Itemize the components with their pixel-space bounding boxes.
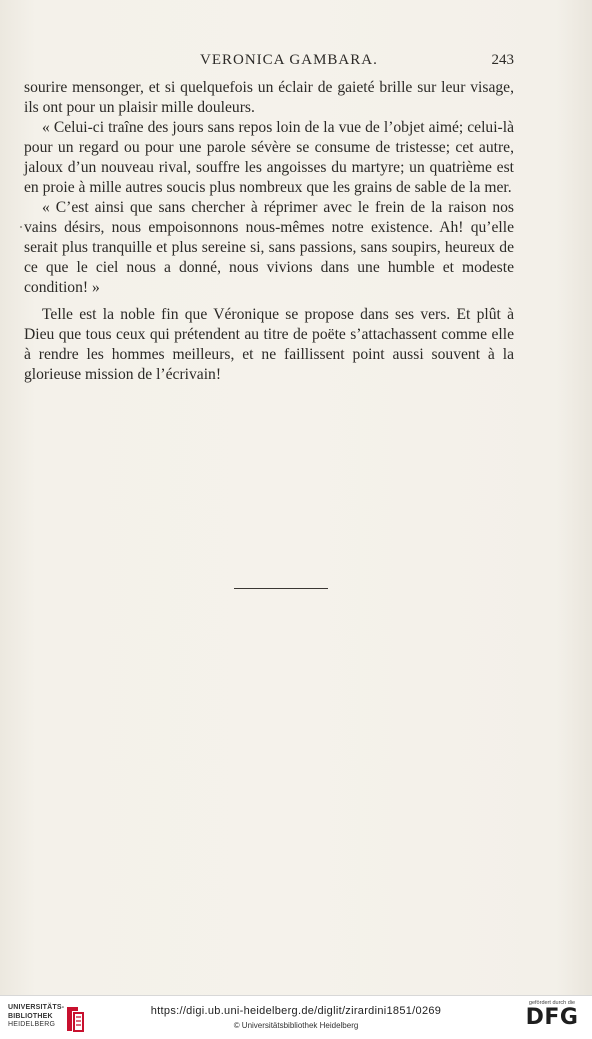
body-text — [24, 78, 514, 385]
library-name: UNIVERSITÄTS- BIBLIOTHEK HEIDELBERG — [8, 1004, 65, 1028]
permalink-url[interactable]: https://digi.ub.uni-heidelberg.de/diglit/zirardini1851/0269 — [150, 1005, 442, 1017]
library-emblem-icon — [64, 1004, 86, 1034]
paragraph-quote-1: « Celui-ci traîne des jours sans repos loin de la vue de l’objet aimé; celui-là pour un regard ou pour une parole sévère se consume de tristesse; cet autre, jaloux d’un nouveau rival, souffre les angoisses du martyre; un quatrième est en proie à mille autres soucis plus nombreux que les grains de sable de la mer. — [24, 119, 514, 196]
dfg-logo-icon: DFG — [525, 1005, 579, 1030]
paragraph-commentary: Telle est la noble fin que Véronique se propose dans ses vers. Et plût à Dieu que tous ceux qui prétendent au titre de poëte s’attachassent comme elle à rendre les hommes meilleurs, et ne faillissent point aussi souvent à la glorieuse mission de l’écrivain! — [24, 306, 514, 383]
page-number: 243 — [491, 52, 514, 68]
viewer-footer — [0, 995, 592, 1039]
paragraph-continuation: sourire mensonger, et si quelquefois un éclair de gaieté brille sur leur visage, ils ont pour un plaisir mille douleurs. — [24, 79, 514, 116]
library-logo[interactable] — [8, 1004, 148, 1034]
dfg-funding-logo[interactable] — [522, 1000, 582, 1030]
paragraph-quote-2: « C’est ainsi que sans chercher à réprimer avec le frein de la raison nos vains désirs, nous empoisonnons nous-mêmes notre existence. Ah! qu’elle serait plus tranquille et plus sereine si, sans passions, sans soupirs, heureux de ce que le ciel nous a donné, nous vivions dans une humble et modeste condition! » — [24, 199, 514, 296]
dfg-caption: gefördert durch die — [528, 1000, 576, 1006]
running-head — [24, 52, 514, 72]
paper-speck — [20, 226, 22, 228]
running-title: VERONICA GAMBARA. — [200, 52, 378, 68]
section-end-rule — [234, 588, 328, 589]
copyright-notice: © Universitätsbibliothek Heidelberg — [233, 1021, 359, 1030]
